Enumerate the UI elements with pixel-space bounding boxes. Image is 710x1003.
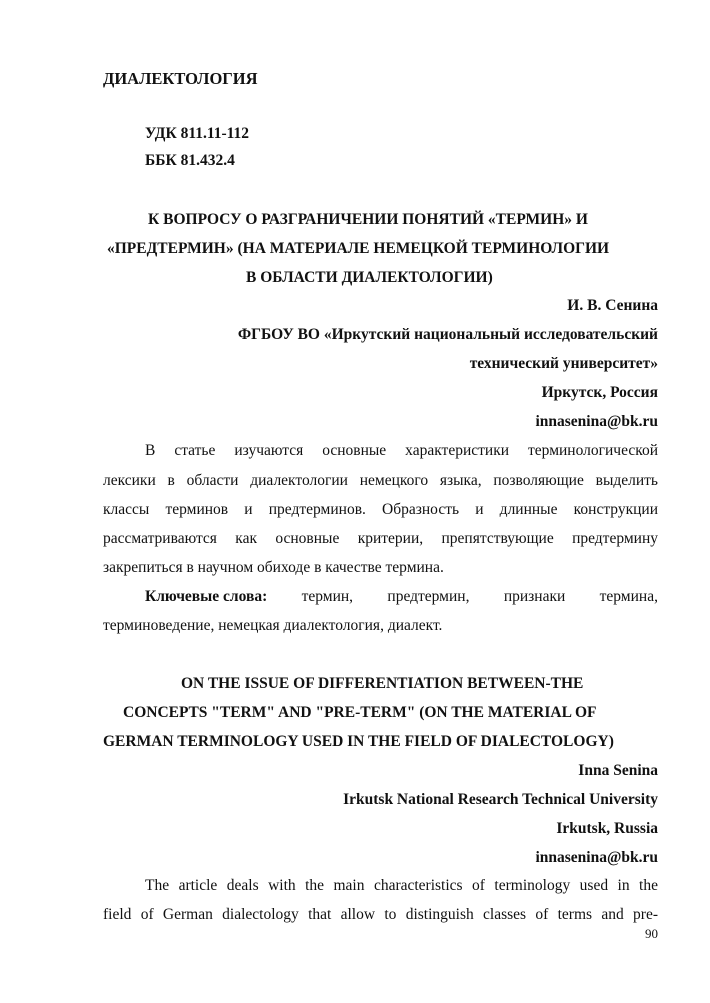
keyword: признаки xyxy=(503,588,566,605)
ru-title-line-1: К ВОПРОСУ О РАЗГРАНИЧЕНИИ ПОНЯТИЙ «ТЕРМИН» И xyxy=(148,211,588,228)
en-abstract-line-2: field of German dialectology that allow to distinguish classes of terms and pre- xyxy=(103,906,658,923)
keywords-label: Ключевые слова: xyxy=(145,588,268,605)
ru-title-line-2: «ПРЕДТЕРМИН» (НА МАТЕРИАЛЕ НЕМЕЦКОЙ ТЕРМИНОЛОГИИ xyxy=(107,240,610,257)
en-email: innasenina@bk.ru xyxy=(535,849,658,866)
ru-city: Иркутск, Россия xyxy=(541,384,658,401)
ru-keywords-line-1 xyxy=(145,589,658,605)
ru-author: И. В. Сенина xyxy=(567,297,658,314)
en-affiliation: Irkutsk National Research Technical University xyxy=(343,791,658,808)
ru-keywords-line-2: терминоведение, немецкая диалектология, диалект. xyxy=(103,617,443,634)
section-heading: ДИАЛЕКТОЛОГИЯ xyxy=(103,69,258,88)
ru-abstract-line-3: классы терминов и предтерминов. Образность и длинные конструкции xyxy=(103,501,658,518)
ru-affiliation-line-2: технический университет» xyxy=(469,355,658,372)
bbk-code: ББК 81.432.4 xyxy=(145,152,235,169)
keyword: предтермин, xyxy=(387,588,470,605)
udk-code: УДК 811.11-112 xyxy=(145,125,250,142)
ru-abstract-line-2: лексики в области диалектологии немецкого языка, позволяющие выделить xyxy=(103,472,658,489)
en-author: Inna Senina xyxy=(578,762,658,779)
en-abstract-line-1: The article deals with the main characteristics of terminology used in the xyxy=(145,877,658,894)
keyword: термина, xyxy=(599,588,658,605)
ru-abstract-line-4: рассматриваются как основные критерии, препятствующие предтермину xyxy=(103,530,658,547)
en-title-line-1: ON THE ISSUE OF DIFFERENTIATION BETWEEN-THE xyxy=(181,675,584,692)
en-title-line-3: GERMAN TERMINOLOGY USED IN THE FIELD OF DIALECTOLOGY) xyxy=(103,733,614,750)
ru-affiliation-line-1: ФГБОУ ВО «Иркутский национальный исследовательский xyxy=(237,326,658,343)
page-number: 90 xyxy=(645,926,658,941)
en-title-line-2: CONCEPTS "TERM" AND "PRE-TERM" (ON THE MATERIAL OF xyxy=(123,704,597,721)
ru-abstract-line-1: В статье изучаются основные характеристики терминологической xyxy=(145,442,658,459)
keyword: термин, xyxy=(301,588,354,605)
ru-email: innasenina@bk.ru xyxy=(535,413,658,430)
ru-abstract-line-5: закрепиться в научном обиходе в качестве термина. xyxy=(103,559,444,576)
ru-title-line-3: В ОБЛАСТИ ДИАЛЕКТОЛОГИИ) xyxy=(246,269,493,286)
en-city: Irkutsk, Russia xyxy=(556,820,658,837)
